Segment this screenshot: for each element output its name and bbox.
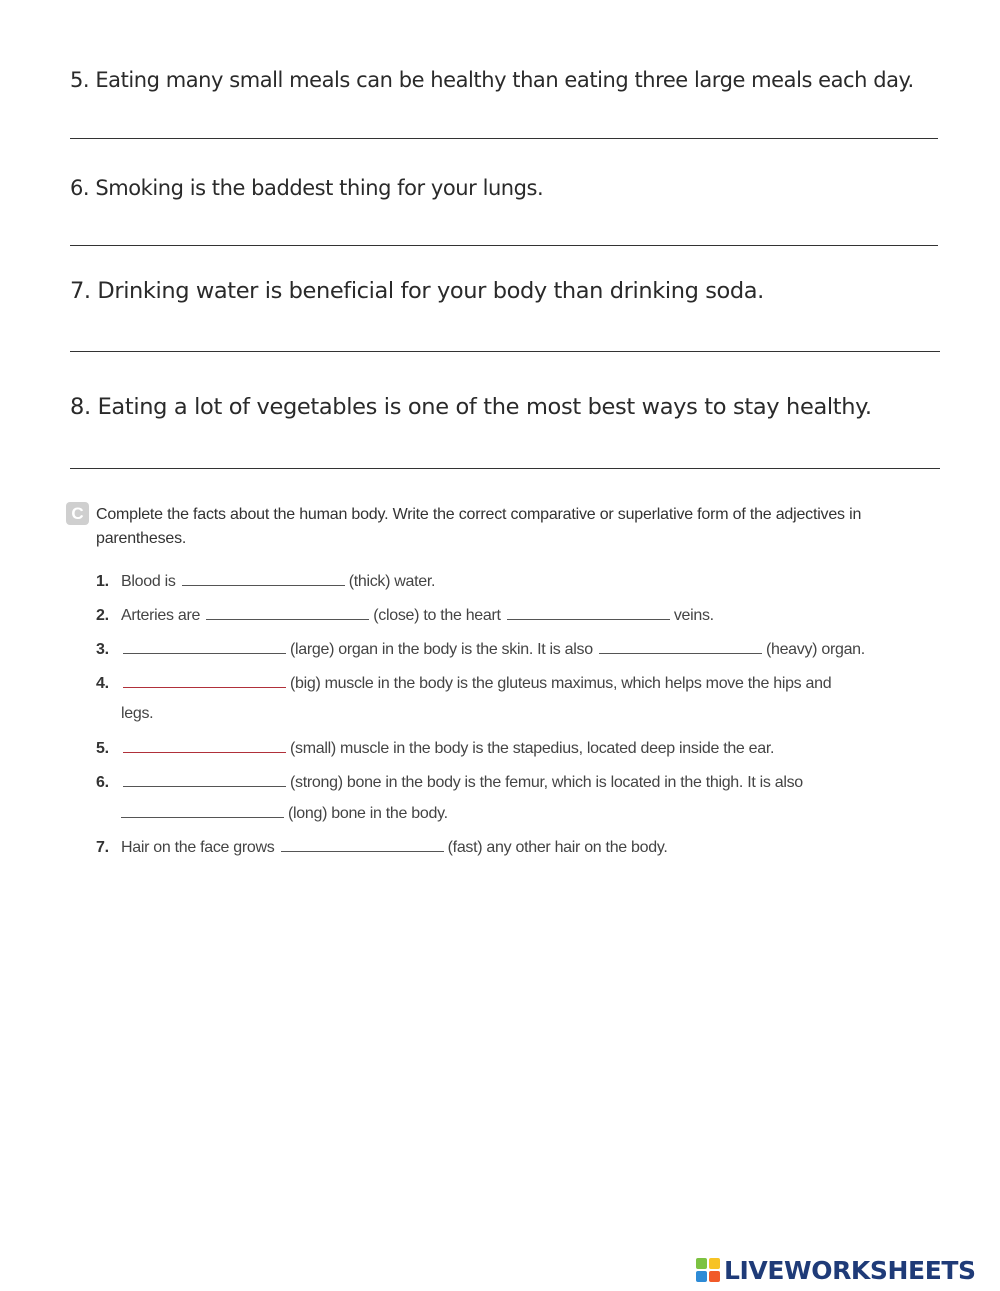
item-6-blank-1[interactable] xyxy=(123,772,286,787)
section-c-item-6-continuation xyxy=(121,803,448,823)
item-text: Hair on the face grows xyxy=(121,839,275,856)
section-c-item-6 xyxy=(96,772,956,792)
item-text: (thick) water. xyxy=(348,573,436,590)
item-3-blank-2[interactable] xyxy=(599,639,762,654)
item-1-blank[interactable] xyxy=(182,571,345,586)
section-c-item-3 xyxy=(96,639,956,659)
question-6-text: 6. Smoking is the baddest thing for your lungs. xyxy=(70,176,544,200)
section-c-instruction: Complete the facts about the human body. Write the correct comparative or superlative form of the adjectives in parentheses. xyxy=(96,506,862,547)
item-text: (big) muscle in the body is the gluteus maximus, which helps move the hips and xyxy=(290,675,832,692)
liveworksheets-logo xyxy=(696,1255,976,1285)
item-text: (long) bone in the body. xyxy=(288,805,448,822)
item-text: (heavy) organ. xyxy=(765,641,865,658)
section-c-item-4 xyxy=(96,673,956,693)
logo-square-green xyxy=(696,1258,707,1269)
question-8-text: 8. Eating a lot of vegetables is one of the most best ways to stay healthy. xyxy=(70,394,872,420)
question-7-answer-input[interactable] xyxy=(70,351,940,352)
item-text: (strong) bone in the body is the femur, which is located in the thigh. It is also xyxy=(290,774,803,791)
item-text: (close) to the heart xyxy=(373,607,501,624)
section-c-item-7 xyxy=(96,837,956,857)
item-3-blank-1[interactable] xyxy=(123,639,286,654)
item-number: 5. xyxy=(96,740,109,757)
section-c-item-2 xyxy=(96,605,956,625)
question-7-text: 7. Drinking water is beneficial for your body than drinking soda. xyxy=(70,278,764,304)
item-4-blank[interactable] xyxy=(123,673,286,688)
item-number: 3. xyxy=(96,641,109,658)
item-number: 2. xyxy=(96,607,109,624)
item-text: (small) muscle in the body is the stapedius, located deep inside the ear. xyxy=(290,740,775,757)
section-c-item-1 xyxy=(96,571,956,591)
item-7-blank[interactable] xyxy=(281,837,444,852)
logo-square-orange xyxy=(709,1271,720,1282)
item-text: (fast) any other hair on the body. xyxy=(447,839,668,856)
item-2-blank-2[interactable] xyxy=(507,605,670,620)
logo-square-yellow xyxy=(709,1258,720,1269)
question-6-answer-input[interactable] xyxy=(70,245,938,246)
item-number: 7. xyxy=(96,839,109,856)
question-5-answer-input[interactable] xyxy=(70,138,938,139)
logo-text: LIVEWORKSHEETS xyxy=(724,1255,976,1285)
item-5-blank[interactable] xyxy=(123,738,286,753)
liveworksheets-logo-icon xyxy=(696,1258,720,1282)
item-text: (large) organ in the body is the skin. It is also xyxy=(290,641,593,658)
question-8-answer-input[interactable] xyxy=(70,468,940,469)
section-c-item-4-continuation: legs. xyxy=(121,705,154,722)
item-6-blank-2[interactable] xyxy=(121,803,284,818)
section-c-badge: C xyxy=(66,502,89,525)
section-c-item-5 xyxy=(96,738,956,758)
item-text: veins. xyxy=(673,607,714,624)
item-number: 6. xyxy=(96,774,109,791)
item-text: Blood is xyxy=(121,573,176,590)
question-5-text: 5. Eating many small meals can be healthy than eating three large meals each day. xyxy=(70,68,914,92)
item-number: 4. xyxy=(96,675,109,692)
item-number: 1. xyxy=(96,573,109,590)
item-text: Arteries are xyxy=(121,607,201,624)
logo-square-blue xyxy=(696,1271,707,1282)
item-2-blank-1[interactable] xyxy=(206,605,369,620)
